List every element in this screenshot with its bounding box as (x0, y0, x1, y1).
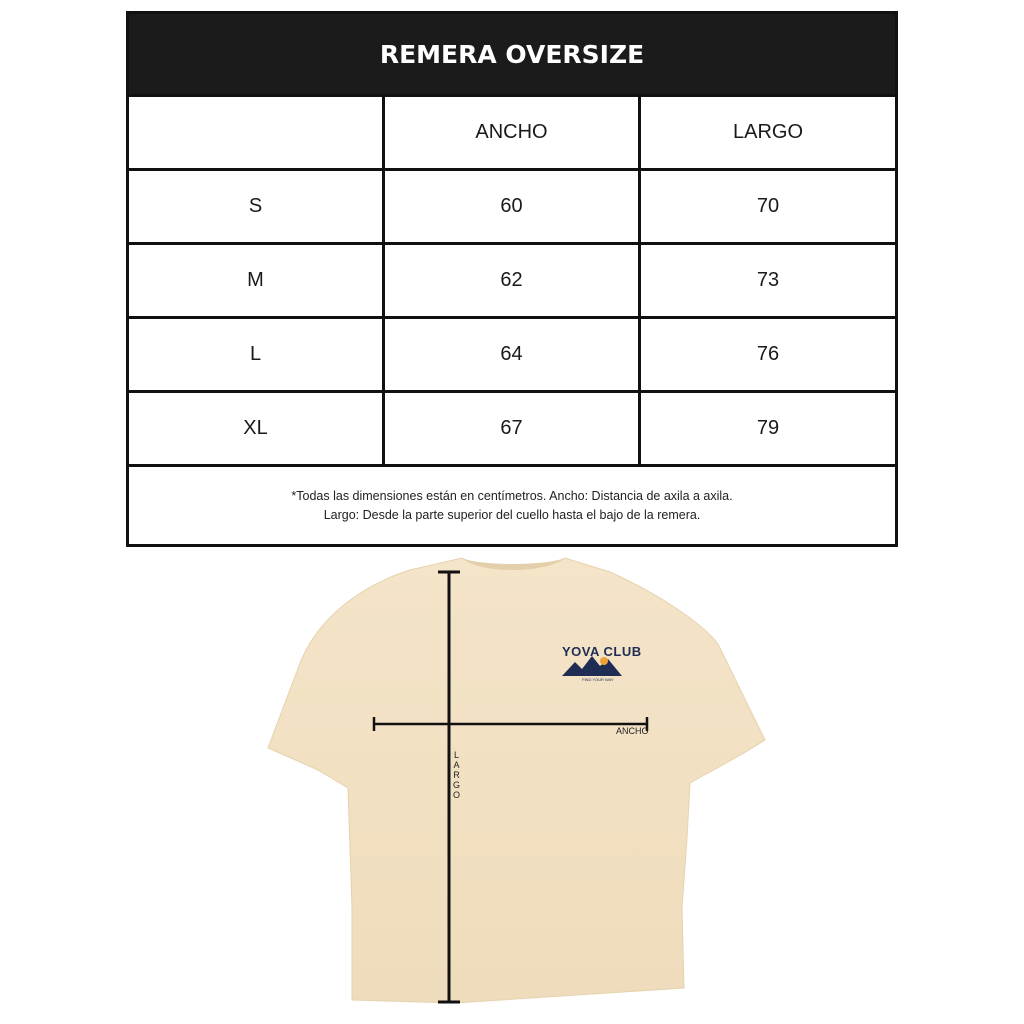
size-cell: L (129, 319, 385, 393)
largo-cell: 73 (641, 245, 895, 319)
header-cell-empty (129, 97, 385, 171)
header-cell-ancho: ANCHO (385, 97, 641, 171)
ancho-cell: 64 (385, 319, 641, 393)
header-cell-largo: LARGO (641, 97, 895, 171)
ancho-cell: 62 (385, 245, 641, 319)
size-grid (129, 97, 895, 467)
table-title: REMERA OVERSIZE (129, 14, 895, 97)
largo-cell: 70 (641, 171, 895, 245)
size-cell: M (129, 245, 385, 319)
ancho-cell: 67 (385, 393, 641, 467)
largo-cell: 76 (641, 319, 895, 393)
tshirt-shape (268, 558, 765, 1003)
measurement-note (129, 467, 895, 544)
logo-title: YOVA CLUB (562, 644, 642, 659)
note-line-1: *Todas las dimensiones están en centímetros. Ancho: Distancia de axila a axila. (291, 488, 733, 503)
ancho-label: ANCHO (616, 726, 649, 736)
size-cell: XL (129, 393, 385, 467)
size-table (126, 11, 898, 547)
size-cell: S (129, 171, 385, 245)
logo-subtitle: FIND YOUR WAY (582, 677, 614, 682)
ancho-cell: 60 (385, 171, 641, 245)
tshirt-illustration (0, 548, 1024, 1024)
largo-cell: 79 (641, 393, 895, 467)
note-line-2: Largo: Desde la parte superior del cuello hasta el bajo de la remera. (323, 507, 701, 522)
tshirt-diagram (0, 548, 1024, 1024)
largo-label: LARGO (452, 750, 460, 800)
